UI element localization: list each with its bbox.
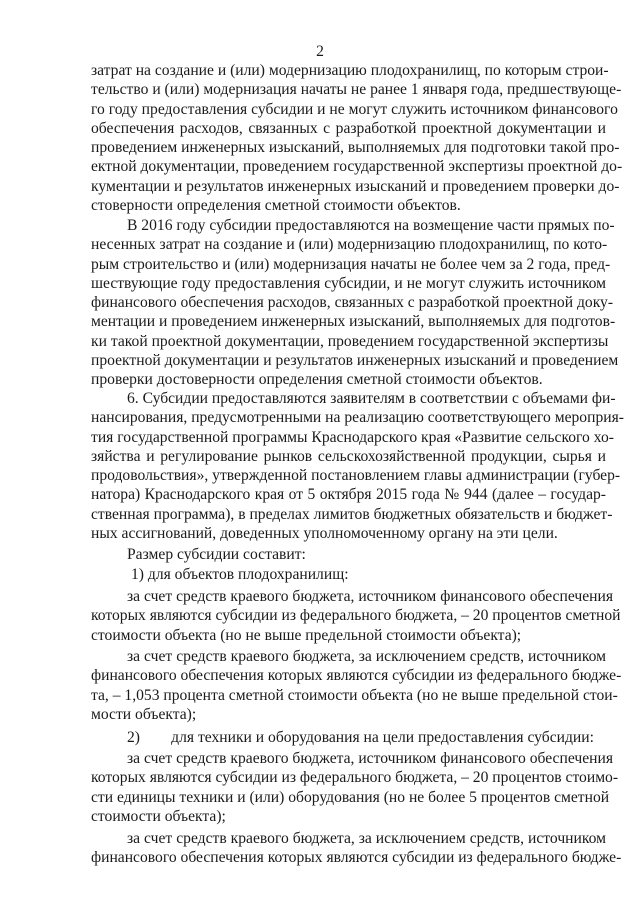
text-line: ных ассигнований, доведенных уполномоченному органу на эти цели. — [91, 525, 558, 543]
text-line: ектной документации, проведением государственной экспертизы проектной до- — [91, 158, 623, 176]
text-line: та, – 1,053 процента сметной стоимости объекта (но не выше предельной стои- — [91, 686, 618, 704]
text-line: стоверности определения сметной стоимости объектов. — [91, 197, 461, 215]
paragraph-regional-budget-1 — [91, 587, 621, 645]
paragraph-regional-budget-2 — [91, 647, 622, 724]
text-line: натора) Краснодарского края от 5 октября 2015 года № 944 (далее – государ- — [91, 486, 606, 504]
text-line: проектной документации и результатов инженерных изысканий и проведением — [91, 352, 619, 370]
text-line: тельство и (или) модернизация начаты не ранее 1 января года, предшествующе- — [91, 81, 622, 99]
text-line: обеспечения расходов, связанных с разработкой проектной документации и — [91, 119, 606, 137]
text-line: сти единицы техники и (или) оборудования (но не более 5 процентов сметной — [91, 788, 610, 806]
page-number: 2 — [316, 43, 324, 60]
text-line: тия государственной программы Краснодарского края «Развитие сельского хо- — [91, 428, 614, 446]
text-line: стоимости объекта); — [91, 807, 226, 825]
text-line: продовольствия», утвержденной постановлением главы администрации (губер- — [91, 467, 621, 485]
text-line: финансового обеспечения расходов, связанных с разработкой проектной доку- — [91, 294, 614, 312]
text-line: за счет средств краевого бюджета, за исключением средств, источником — [127, 648, 606, 665]
text-line: кументации и результатов инженерных изысканий и проведением проверки до- — [91, 177, 620, 195]
paragraph-equipment-budget-1 — [91, 749, 619, 826]
text-line: за счет средств краевого бюджета, источником финансового обеспечения — [127, 750, 613, 767]
text-line: за счет средств краевого бюджета, источником финансового обеспечения — [127, 588, 613, 605]
text-line: ки такой проектной документации, проведением государственной экспертизы — [91, 332, 609, 350]
paragraph-item-6 — [91, 389, 624, 543]
text-line: го году предоставления субсидии и не могут служить источником финансового — [91, 100, 618, 118]
text-line: 2) для техники и оборудования на цели предоставления субсидии: — [127, 729, 594, 746]
paragraph-continuation — [91, 61, 623, 215]
text-line: которых являются субсидии из федерального бюджета, – 20 процентов сметной — [91, 607, 621, 625]
text-line: которых являются субсидии из федерального бюджета, – 20 процентов стоимо- — [91, 769, 619, 787]
text-line: нансирования, предусмотренными на реализацию соответствующего мероприя- — [91, 409, 624, 427]
text-line: рым строительство и (или) модернизация начаты не более чем за 2 года, пред- — [91, 255, 611, 273]
text-line: 1) для объектов плодохранилищ: — [131, 566, 349, 583]
text-line: ментации и проведением инженерных изысканий, выполняемых для подготов- — [91, 313, 616, 331]
text-line: за счет средств краевого бюджета, за исключением средств, источником — [127, 830, 606, 847]
text-line: проведением инженерных изысканий, выполняемых для подготовки такой про- — [91, 139, 620, 157]
text-line: проверки достоверности определения сметной стоимости объектов. — [91, 371, 543, 389]
text-line: затрат на создание и (или) модернизацию плодохранилищ, по которым строи- — [91, 62, 609, 79]
text-line: несенных затрат на создание и (или) модернизацию плодохранилищ, по кото- — [91, 236, 608, 254]
list-item-1 — [91, 565, 606, 584]
text-line: 6. Субсидии предоставляются заявителям в соответствии с объемами фи- — [127, 390, 616, 407]
paragraph-2016-subsidies — [91, 216, 619, 390]
text-line: финансового обеспечения которых являются субсидии из федерального бюдже- — [91, 849, 622, 867]
text-line: шествующие году предоставления субсидии, и не могут служить источником — [91, 274, 606, 292]
text-line: зяйства и регулирование рынков сельскохозяйственной продукции, сырья и — [91, 447, 606, 465]
text-line: ственная программа), в пределах лимитов бюджетных обязательств и бюджет- — [91, 505, 613, 523]
text-line: стоимости объекта (но не выше предельной стоимости объекта); — [91, 626, 522, 644]
text-line: Размер субсидии составит: — [127, 546, 306, 563]
text-line: В 2016 году субсидии предоставляются на возмещение части прямых по- — [127, 217, 615, 234]
text-line: мости объекта); — [91, 705, 197, 723]
paragraph-subsidy-size — [91, 545, 606, 564]
paragraph-equipment-budget-2 — [91, 829, 622, 868]
text-line: финансового обеспечения которых являются субсидии из федерального бюдже- — [91, 667, 622, 685]
list-item-2 — [91, 728, 606, 747]
